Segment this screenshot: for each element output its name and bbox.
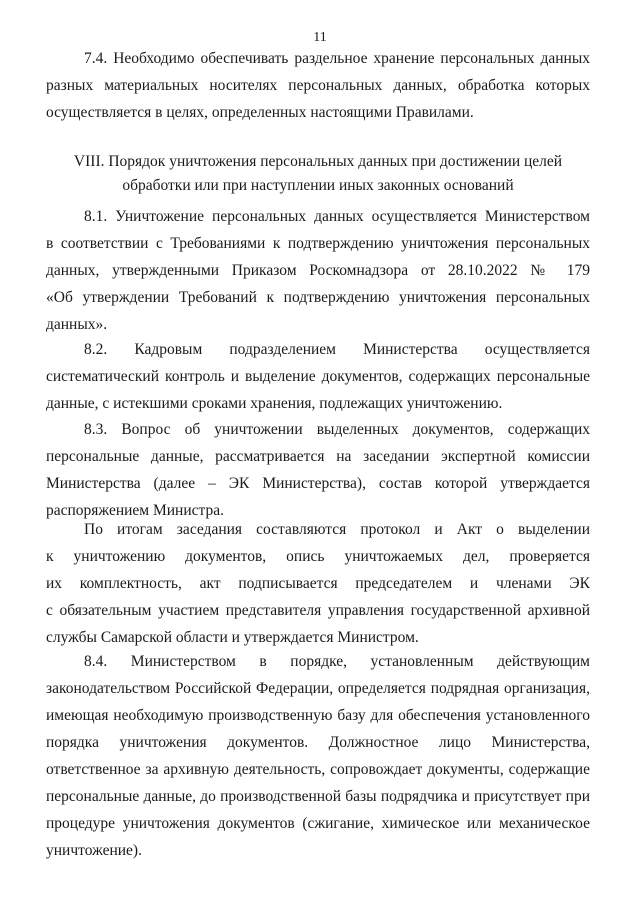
text-line: ответственное за архивную деятельность, сопровождает документы, содержащие <box>46 761 590 778</box>
text-line: данных, утвержденными Приказом Роскомнадзора от 28.10.2022 № 179 <box>46 262 590 279</box>
text-line: к уничтожению документов, опись уничтожаемых дел, проверяется <box>46 548 590 565</box>
heading-line: VIII. Порядок уничтожения персональных данных при достижении целей <box>73 153 563 170</box>
page-number: 11 <box>313 30 327 45</box>
text-line: персональные данные, рассматривается на заседании экспертной комиссии <box>46 448 590 465</box>
section-heading <box>46 150 590 198</box>
text-line: порядка уничтожения документов. Должностное лицо Министерства, <box>46 734 590 751</box>
text-line: службы Самарской области и утверждается Министром. <box>46 629 419 646</box>
paragraph-8-2 <box>46 336 590 417</box>
text-line: 8.4. Министерством в порядке, установленным действующим <box>84 653 590 670</box>
text-line: процедуре уничтожения документов (сжигание, химическое или механическое <box>46 815 590 832</box>
text-line: данных». <box>46 316 108 333</box>
paragraph-8-1 <box>46 203 590 338</box>
text-line: систематический контроль и выделение документов, содержащих персональные <box>46 368 590 385</box>
text-line: уничтожение). <box>46 842 142 859</box>
text-line: разных материальных носителях персональных данных, обработка которых <box>46 77 590 94</box>
text-line: с обязательным участием представителя управления государственной архивной <box>46 602 590 619</box>
text-line: распоряжением Министра. <box>46 502 224 519</box>
text-line: 8.1. Уничтожение персональных данных осуществляется Министерством <box>84 208 590 225</box>
paragraph-8-3-continued <box>46 516 590 651</box>
text-line: законодательством Российской Федерации, определяется подрядная организация, <box>46 680 590 697</box>
text-line: их комплектность, акт подписывается председателем и членами ЭК <box>46 575 590 592</box>
text-line: в соответствии с Требованиями к подтверждению уничтожения персональных <box>46 235 590 252</box>
text-line: По итогам заседания составляются протокол и Акт о выделении <box>84 521 590 538</box>
text-line: данные, с истекшими сроками хранения, подлежащих уничтожению. <box>46 395 503 412</box>
text-line: персональные данные, до производственной базы подрядчика и присутствует при <box>46 788 590 805</box>
paragraph-8-4 <box>46 648 590 864</box>
text-line: осуществляется в целях, определенных настоящими Правилами. <box>46 104 474 121</box>
text-line: 8.2. Кадровым подразделением Министерства осуществляется <box>84 341 590 358</box>
heading-line: обработки или при наступлении иных законных оснований <box>122 177 514 194</box>
text-line: имеющая необходимую производственную базу для обеспечения установленного <box>46 707 590 724</box>
text-line: 8.3. Вопрос об уничтожении выделенных документов, содержащих <box>84 421 590 438</box>
paragraph-7-4 <box>46 45 590 126</box>
text-line: «Об утверждении Требований к подтверждению уничтожения персональных <box>46 289 590 306</box>
text-line: 7.4. Необходимо обеспечивать раздельное хранение персональных данных <box>84 50 590 67</box>
text-line: Министерства (далее – ЭК Министерства), состав которой утверждается <box>46 475 590 492</box>
paragraph-8-3 <box>46 416 590 524</box>
